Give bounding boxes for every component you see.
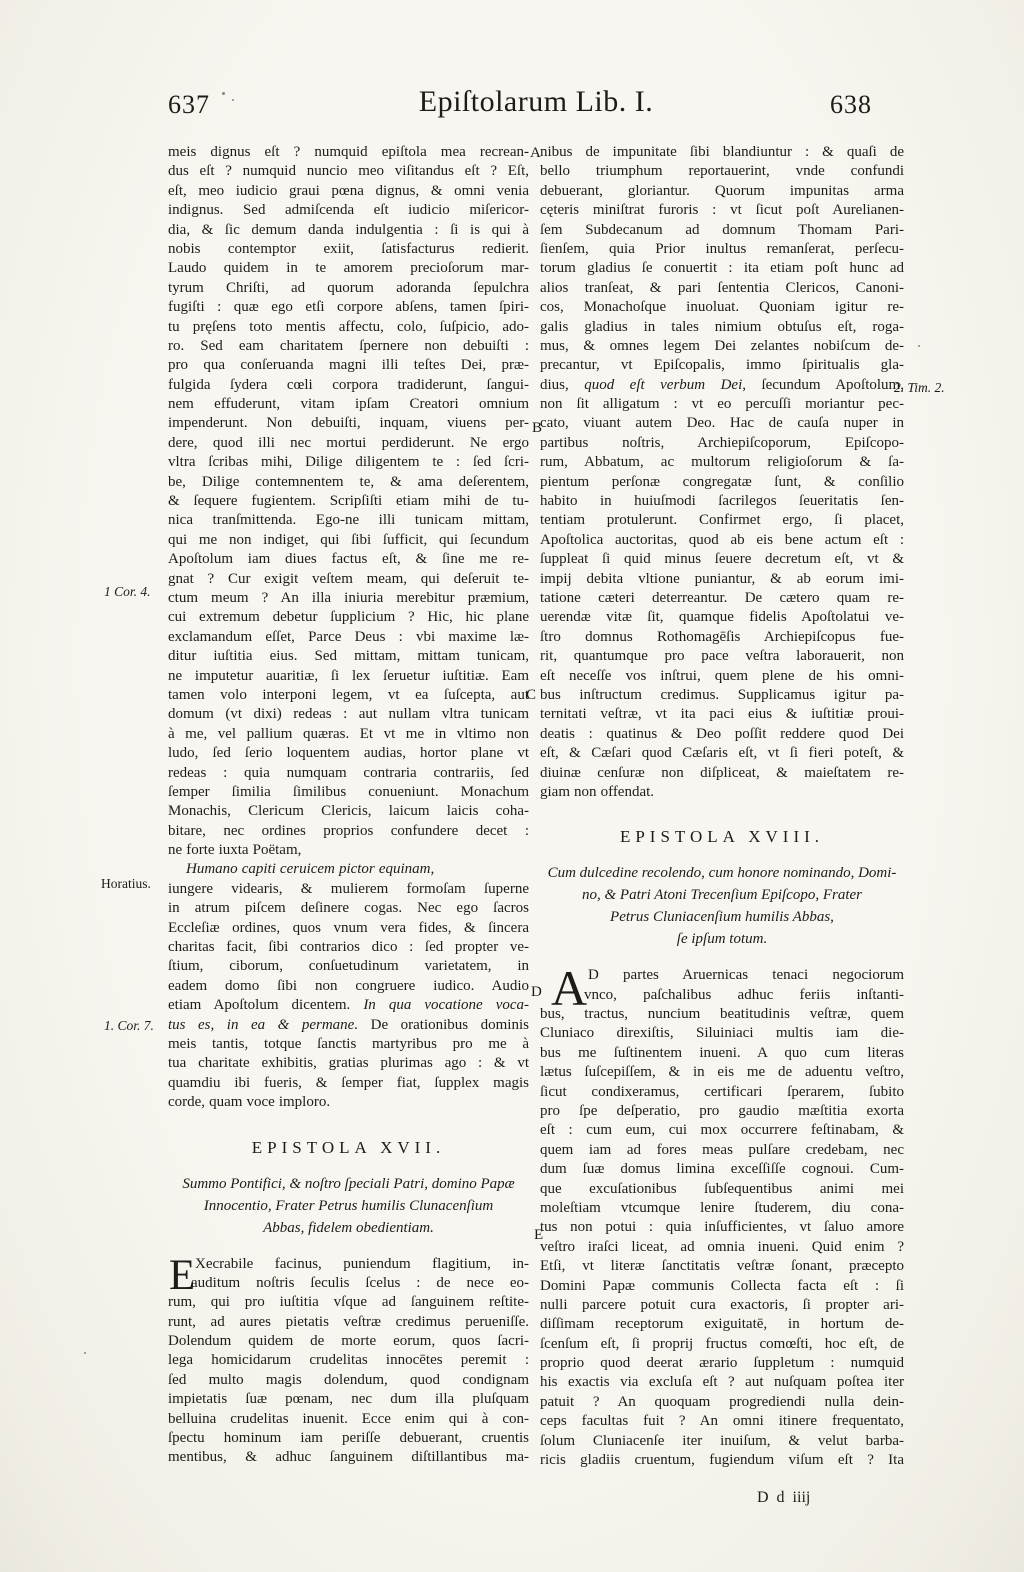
text-segment: eſt, & Cæſari quod Cæſaris eſt, vt ſi fieri poteſt, & xyxy=(540,745,904,762)
text-line xyxy=(540,1354,904,1373)
text-segment: cato, viuant autem Deo. Hac de cauſa nuper in xyxy=(540,415,904,432)
text-segment: qui me non indiget, qui ſibi ſufficit, qui ſecundum xyxy=(168,531,529,548)
text-line xyxy=(168,705,529,724)
text-line xyxy=(540,725,904,744)
text-segment: De orationibus dominis xyxy=(358,1016,529,1033)
text-block xyxy=(540,143,904,802)
text-segment: bitare, nec ordines proprios confundere decet : xyxy=(168,822,529,839)
margin-note: 1. Cor. 7. xyxy=(104,1018,154,1033)
text-segment: habito in huiuſmodi ſacrilegos ſeueritatis ſen- xyxy=(540,493,904,510)
text-line xyxy=(168,1313,529,1332)
epistola-heading: EPISTOLA XVII. xyxy=(251,1137,446,1157)
subtitle-line: Cum dulcedine recolendo, cum honore nominando, Domi- xyxy=(547,865,897,882)
text-segment: Domini Papæ communis Collecta facta eſt : ſi xyxy=(540,1277,904,1294)
text-segment: meis dignus eſt ? numquid epiſtola mea recrean- xyxy=(168,144,529,160)
text-segment: nibus de impunitate ſibi blandiuntur : & quaſi de xyxy=(540,144,904,160)
text-segment: his exactis via excluſa eſt ? aut nuſquam poſtea iter xyxy=(540,1374,904,1391)
text-segment: , ſecundum Apoſtolum, xyxy=(742,376,904,393)
text-line xyxy=(168,860,529,879)
text-line xyxy=(540,395,904,414)
text-segment: impietatis ſuæ pœnam, nec dum illa pluſquam xyxy=(168,1391,529,1408)
text-segment: tyrum Chriſti, ad quorum adoranda ſepulchra xyxy=(168,279,529,296)
text-block xyxy=(168,143,529,1113)
text-line xyxy=(540,1238,904,1257)
text-line xyxy=(540,1451,904,1470)
text-segment: dere, quod illi nec mortui perdiderunt. Ne ergo xyxy=(168,434,529,451)
text-line xyxy=(540,1180,904,1199)
text-segment: veſtro iraſci liceat, ad omnia inueni. Quid enim ? xyxy=(540,1238,904,1255)
text-line xyxy=(168,1035,529,1054)
text-line xyxy=(168,570,529,589)
text-line xyxy=(540,162,904,181)
text-segment: dia, & ſic demum danda indulgentia : ſi is qui à xyxy=(168,221,529,238)
text-line xyxy=(168,434,529,453)
text-line xyxy=(168,453,529,472)
text-segment: vltra ſcribas mihi, Dilige diligentem te : ſed ſcri- xyxy=(168,454,529,471)
text-line xyxy=(540,318,904,337)
text-line xyxy=(540,1296,904,1315)
text-line xyxy=(540,1005,904,1024)
text-line xyxy=(540,356,904,375)
text-line xyxy=(540,1199,904,1218)
text-segment: nica tranſmittenda. Ego-ne illi tunicam mittam, xyxy=(168,512,529,529)
text-segment: giam non offendat. xyxy=(540,783,655,800)
margin-note: Horatius. xyxy=(101,876,151,891)
text-line xyxy=(168,1255,529,1274)
text-line xyxy=(540,667,904,686)
text-segment: ſtium, ciborum, conſuetudinum varietatem, in xyxy=(168,958,529,975)
text-line xyxy=(540,647,904,666)
text-line xyxy=(540,201,904,220)
text-line xyxy=(540,570,904,589)
text-line xyxy=(540,764,904,783)
text-segment: Cluniaco direxiſtis, Siluiniaci multis iam die- xyxy=(540,1025,904,1042)
text-segment: tus non potui : quia inſufficientes, vt ſaluo amore xyxy=(540,1219,904,1236)
text-line xyxy=(540,1432,904,1451)
text-segment: ditur iuſtitia eius. Sed mittam, mittam tunicam, xyxy=(168,648,529,665)
text-line xyxy=(168,1410,529,1429)
text-line xyxy=(540,221,904,240)
section-letter: D xyxy=(531,984,542,1000)
italic-text-segment: quod eſt verbum Dei xyxy=(584,376,743,393)
signature-mark: D d iiij xyxy=(757,1489,811,1506)
text-segment: pro qua conſeruanda magni illi teſtes Dei, præ- xyxy=(168,357,529,374)
text-line xyxy=(540,1218,904,1237)
text-line xyxy=(168,1074,529,1093)
text-segment: cui extremum debetur ſupplicium ? Hic, hic plane xyxy=(168,609,529,626)
italic-text-segment: tus es, in ea & permane. xyxy=(168,1016,359,1033)
text-segment: tua charitate exhibitis, gratias plurimas ago : & vt xyxy=(168,1055,529,1072)
text-line xyxy=(168,608,529,627)
text-line xyxy=(540,1160,904,1179)
text-line xyxy=(540,986,904,1005)
text-line xyxy=(168,957,529,976)
text-line xyxy=(168,1274,529,1293)
text-segment: lætus ſuſcepiſſem, & in eis me de aduentu veſtro, xyxy=(540,1064,904,1081)
text-segment: dius, xyxy=(540,376,585,393)
text-line xyxy=(540,966,904,985)
text-segment: bus inſtructum credimus. Supplicamus igitur pa- xyxy=(540,686,904,703)
text-segment: bus me ſuſtinentem inueni. A quo cum literas xyxy=(540,1044,904,1061)
text-line xyxy=(540,1277,904,1296)
text-line xyxy=(168,279,529,298)
dropcap-paragraph xyxy=(168,1251,529,1468)
text-segment: rum, Abbatum, ac multorum religioſorum & ſa- xyxy=(540,454,904,471)
text-segment: Xecrabile facinus, puniendum flagitium, in- xyxy=(195,1255,529,1272)
text-line xyxy=(540,1315,904,1334)
text-line xyxy=(540,550,904,569)
text-segment: tu pręſens toto mentis affectu, colo, ſuſpicio, ado- xyxy=(168,318,529,335)
text-segment: fulgida ſydera cœli corpora tradiderunt, ſangui- xyxy=(168,376,529,393)
text-segment: auditum noſtris ſeculis ſcelus : de nece eo- xyxy=(191,1274,529,1291)
text-line xyxy=(540,1063,904,1082)
text-segment: vnco, paſchalibus adhuc feriis inſtanti- xyxy=(584,986,904,1003)
section-letter: A xyxy=(530,145,541,161)
text-segment: meis tantis, totque ſanctis martyribus pro me à xyxy=(168,1035,529,1052)
text-line xyxy=(540,628,904,647)
text-line xyxy=(168,318,529,337)
text-segment: Dolendum quidem de morte eorum, quos ſacri- xyxy=(168,1333,529,1350)
text-segment: ſcenſum eſt, ſi proprij fructus comœſti, hoc eſt, de xyxy=(540,1335,904,1352)
text-line xyxy=(540,1412,904,1431)
text-line xyxy=(168,802,529,821)
text-segment: ſtro domnus Rothomagēſis Archiepiſcopus fue- xyxy=(540,628,904,645)
text-segment: que excuſationibus ſubſequentibus animi mei xyxy=(540,1180,904,1197)
right-column xyxy=(540,143,904,1470)
text-segment: nulli parcere potuit cura exactoris, ſi propter ari- xyxy=(540,1296,904,1313)
text-line xyxy=(168,919,529,938)
text-line xyxy=(168,744,529,763)
text-segment: diuinæ cenſuræ non diſpliceat, & maieſtatem re- xyxy=(540,764,904,781)
text-line xyxy=(540,589,904,608)
text-line xyxy=(540,1024,904,1043)
text-segment: corde, quam voce imploro. xyxy=(168,1094,331,1111)
section-letter: E xyxy=(534,1227,544,1243)
text-line xyxy=(168,938,529,957)
text-segment: uerendæ vitæ ſit, quamque fidelis Apoſtolatui ve- xyxy=(540,609,904,626)
page-number-left: 637 xyxy=(168,90,210,119)
text-segment: nobis contemptor exiit, ſatisfacturus redierit. xyxy=(168,240,529,257)
text-segment: quamdiu ibi fueris, & ſemper fiat, ſupplex magis xyxy=(168,1074,529,1091)
text-line xyxy=(168,996,529,1015)
text-segment: ludo, ſed ſerio loquentem audias, hortor plane vt xyxy=(168,745,529,762)
text-line xyxy=(540,376,904,395)
text-line xyxy=(540,182,904,201)
epistola-subtitle xyxy=(540,862,904,950)
text-segment: diſſimam receptorum exiguitatē, in hortum de- xyxy=(540,1316,904,1333)
text-segment: pientum perſonæ congregatæ ſunt, & conſilio xyxy=(540,473,904,490)
text-segment: tamen volo interponi legem, vt ea ſuſcepta, aut xyxy=(168,686,529,703)
text-segment: Eccleſiæ ordines, quos vnum vera fides, & ſincera xyxy=(168,919,529,936)
text-line xyxy=(168,1332,529,1351)
text-segment: ne forte iuxta Poëtam, xyxy=(168,842,302,859)
text-line xyxy=(168,511,529,530)
text-line xyxy=(168,589,529,608)
text-line xyxy=(540,1141,904,1160)
epistola-heading: EPISTOLA XVIII. xyxy=(619,827,825,847)
text-segment: mus, & omnes legem Dei zelantes nobiſcum de- xyxy=(540,337,904,354)
text-line xyxy=(540,744,904,763)
text-line xyxy=(168,143,529,162)
text-segment: quem iam ad fores meas pulſare credebam, nec xyxy=(540,1141,904,1158)
section-letter: B xyxy=(532,420,543,436)
text-segment: iungere videaris, & mulierem formoſam ſuperne xyxy=(168,880,529,897)
text-segment: Apoſtolum iam diues factus eſt, & ſine me re- xyxy=(168,551,529,568)
text-line xyxy=(540,608,904,627)
text-segment: moleſtiam vtcumque lenire ſtuderem, diu cona- xyxy=(540,1199,904,1216)
text-line xyxy=(540,1102,904,1121)
text-line xyxy=(168,647,529,666)
text-segment: torum gladius ſe conuertit : ita etiam poſt hunc ad xyxy=(540,260,904,277)
text-line xyxy=(168,783,529,802)
text-segment: ſem Subdecanum ad domnum Thomam Pari- xyxy=(540,221,904,238)
text-segment: ſicut condixeramus, certificari ſperarem, ſubito xyxy=(540,1083,904,1100)
text-line xyxy=(540,1044,904,1063)
text-segment: Laudo quidem in te amorem precioſorum mar- xyxy=(168,260,529,277)
text-line xyxy=(168,880,529,899)
text-line xyxy=(168,1429,529,1448)
ink-speck xyxy=(222,92,225,95)
text-line xyxy=(540,492,904,511)
text-line xyxy=(168,550,529,569)
text-line xyxy=(540,143,904,162)
text-line xyxy=(540,705,904,724)
text-segment: eſt : cum eum, cui mox occurrere feſtinabam, & xyxy=(540,1122,904,1139)
text-segment: impij debita vltione puniantur, & ab eorum imi- xyxy=(540,570,904,587)
text-segment: ſpectu hominum iam periſſe debuerant, cruentis xyxy=(168,1430,529,1447)
text-line xyxy=(540,531,904,550)
subtitle-line: ſe ipſum totum. xyxy=(676,931,768,948)
text-segment: pro ſpe deſperatio, pro gaudio mæſtitia exorta xyxy=(540,1103,904,1120)
subtitle-line: Summo Pontifici, & noſtro ſpeciali Patri, domino Papæ xyxy=(182,1175,515,1192)
text-line xyxy=(168,201,529,220)
margin-note: 1 Cor. 4. xyxy=(104,584,151,599)
subtitle-line: Petrus Cluniacenſium humilis Abbas, xyxy=(610,909,834,926)
section-letter: C xyxy=(526,687,537,703)
text-segment: partibus noſtris, Archiepiſcoporum, Epiſcopo- xyxy=(540,434,904,451)
text-line xyxy=(540,279,904,298)
text-segment: ricis gladiis cruentum, fugiendum viſum eſt ? Ita xyxy=(540,1452,904,1469)
text-line xyxy=(168,259,529,278)
text-line xyxy=(540,1335,904,1354)
text-line xyxy=(168,1293,529,1312)
text-line xyxy=(540,1121,904,1140)
text-segment: cęteris miniſtrat furoris : vt ſicut poſt Aurelianen- xyxy=(540,202,904,219)
text-line xyxy=(168,1448,529,1467)
text-segment: deatis : quatinus & Deo poſſit reddere quod Dei xyxy=(540,725,904,742)
text-segment: & ſequere fugientem. Scripſiſti etiam mihi de tu- xyxy=(168,493,529,510)
text-segment: etiam Apoſtolum dicentem. xyxy=(168,997,364,1014)
text-segment: ſemper ſimilia ſimilibus conueniunt. Monachum xyxy=(168,783,529,800)
text-segment: patuit ? An quoquam progrediendi nulla dein- xyxy=(540,1393,904,1410)
text-segment: belluina crudelitas inuenit. Ecce enim qui à con- xyxy=(168,1410,529,1427)
text-line xyxy=(168,841,529,860)
text-line xyxy=(168,899,529,918)
text-segment: lega homicidarum crudelitas innocētes peremit : xyxy=(168,1352,529,1369)
text-segment: ſed multo magis dolendum, quod condignam xyxy=(168,1371,529,1388)
text-line xyxy=(168,1371,529,1390)
text-line xyxy=(168,221,529,240)
italic-text-segment: In qua vocatione voca- xyxy=(363,997,529,1014)
ink-speck xyxy=(232,99,234,101)
page-number-right: 638 xyxy=(830,90,872,119)
text-line xyxy=(540,473,904,492)
text-line xyxy=(168,531,529,550)
italic-text-segment: Humano capiti ceruicem pictor equinam, xyxy=(186,861,435,878)
text-line xyxy=(168,1093,529,1112)
text-segment: Monachis, Clericum Clericis, laicum laicis coha- xyxy=(168,803,529,820)
text-line xyxy=(540,686,904,705)
text-line xyxy=(540,511,904,530)
text-segment: dum ſuæ domus limina exceſſiſſe cognoui. Cum- xyxy=(540,1161,904,1178)
drop-cap-initial: A xyxy=(551,960,588,1017)
text-segment: rit, quantumque pro pace veſtra laborauerit, non xyxy=(540,648,904,665)
margin-note: 2. Tim. 2. xyxy=(894,380,945,395)
text-segment: ctum meum ? An illa iniuria merebitur præmium, xyxy=(168,589,529,606)
text-segment: eadem domo ſibi non congruere iudico. Audio xyxy=(168,977,529,994)
text-segment: redeas : quia numquam contraria contrariis, ſed xyxy=(168,764,529,781)
text-segment: ſienſem, quia Prior inultus remanſerat, perſecu- xyxy=(540,240,904,257)
text-segment: indignus. Sed admiſcenda eſt iudicio miſericor- xyxy=(168,202,529,219)
text-segment: Etſi, vt literæ ſanctitatis veſtræ ſonant, præcepto xyxy=(540,1258,904,1275)
epistola-subtitle xyxy=(168,1173,529,1239)
text-segment: tatione cæteri deterreantur. De cætero quam re- xyxy=(540,589,904,606)
subtitle-line: Innocentio, Frater Petrus humilis Clunacenſium xyxy=(203,1197,494,1214)
text-line xyxy=(168,337,529,356)
text-segment: be, Dilige contemnentem te, & ama deſerentem, xyxy=(168,473,529,490)
text-segment: precantur, vt Epiſcopalis, immo ſpiritualis gla- xyxy=(540,357,904,374)
ink-speck xyxy=(84,1352,86,1354)
text-line xyxy=(168,414,529,433)
subtitle-line: Abbas, fidelem obedientiam. xyxy=(263,1219,434,1236)
text-segment: in atrum piſcem deſinere cogas. Nec ego ſacros xyxy=(168,900,529,917)
text-line xyxy=(168,1054,529,1073)
text-line xyxy=(168,162,529,181)
text-segment: galis gladius in tales nimium obtuſus eſt, roga- xyxy=(540,318,904,335)
text-line xyxy=(540,434,904,453)
text-segment: cos, Monachoſque inuoluat. Quoniam igitur re- xyxy=(540,299,904,316)
text-line xyxy=(540,298,904,317)
text-line xyxy=(540,414,904,433)
text-line xyxy=(540,783,904,802)
text-segment: dus eſt ? numquid nuncio meo viſitandus eſt ? Eſt, xyxy=(168,163,529,180)
text-line xyxy=(168,182,529,201)
ink-speck xyxy=(918,345,920,347)
text-segment: non ſit alligatum : vt eo percuſſi moriantur pec- xyxy=(540,396,904,413)
text-line xyxy=(540,240,904,259)
text-segment: ternitati veſtræ, vt ita paci eius & iuſtitiæ proui- xyxy=(540,706,904,723)
text-line xyxy=(168,492,529,511)
text-segment: D partes Aruernicas tenaci negociorum xyxy=(588,967,904,984)
text-line xyxy=(168,686,529,705)
text-line xyxy=(168,356,529,375)
text-segment: alios tranſeat, & pari ſententia Clericos, Canoni- xyxy=(540,279,904,296)
text-segment: ſuppleat ſi quid minus ſeuere decretum eſt, vt & xyxy=(540,551,904,568)
left-column xyxy=(168,143,529,1468)
text-segment: eſt, meo iudicio graui pœna dignus, & omni venia xyxy=(168,182,529,199)
text-line xyxy=(540,1393,904,1412)
running-title: Epiſtolarum Lib. I. xyxy=(418,85,654,118)
text-line xyxy=(168,764,529,783)
text-line xyxy=(540,1083,904,1102)
dropcap-paragraph xyxy=(540,960,904,1470)
text-line xyxy=(168,298,529,317)
text-line xyxy=(168,1016,529,1035)
text-line xyxy=(168,1351,529,1370)
subtitle-line: no, & Patri Atoni Trecenſium Epiſcopo, Frater xyxy=(582,887,862,904)
drop-cap-initial: E xyxy=(169,1251,196,1299)
text-segment: Apoſtolica auctoritas, quod ab eis bene actum eſt : xyxy=(540,531,904,548)
text-line xyxy=(540,337,904,356)
text-segment: ſolum Cluniacenſe iter inuiſum, & velut barba- xyxy=(540,1432,904,1449)
text-line xyxy=(168,822,529,841)
text-segment: rum, qui pro iuſtitia vſque ad ſanguinem reſtite- xyxy=(168,1294,529,1311)
text-segment: debuerant, gloriantur. Quorum impunitas arma xyxy=(540,182,904,199)
text-line xyxy=(168,725,529,744)
text-line xyxy=(540,453,904,472)
text-line xyxy=(168,977,529,996)
text-line xyxy=(540,259,904,278)
text-line xyxy=(168,473,529,492)
text-segment: ceps facultas fuit ? An omni itinere frequentato, xyxy=(540,1413,904,1430)
text-segment: fugiſti : quæ ego etſi corpore abſens, tamen ſpiri- xyxy=(168,299,529,316)
text-segment: bello triumphum reportauerint, vnde confundi xyxy=(540,163,904,180)
text-segment: runt, ad aures pietatis veſtræ credimus perueniſſe. xyxy=(168,1313,529,1330)
text-segment: à me, vel pallium quæras. Et vt me in vltimo non xyxy=(168,725,529,742)
text-segment: impenderunt. Non debuiſti, inquam, viuens per- xyxy=(168,415,529,432)
text-line xyxy=(540,1257,904,1276)
text-segment: mentibus, & adhuc ſanguinem diſtillantibus ma- xyxy=(168,1449,529,1466)
text-line xyxy=(168,240,529,259)
text-segment: tentiam protulerunt. Confirmet ergo, ſi placet, xyxy=(540,512,904,529)
text-line xyxy=(168,376,529,395)
text-segment: proprio quod deerat ærario ſuppletum : numquid xyxy=(540,1355,904,1372)
text-segment: ro. Sed eam charitatem ſpernere non debuiſti : xyxy=(168,337,529,354)
text-segment: bus, tractus, nuncium beatitudinis veſtræ, quem xyxy=(540,1006,904,1023)
text-line xyxy=(168,395,529,414)
text-segment: nem effuderunt, vitam ipſam Creatori omnium xyxy=(168,396,529,413)
text-segment: eſt neceſſe vos inſtrui, quem plene de his omni- xyxy=(540,667,904,684)
text-segment: charitas facit, ſibi contrarios dico : ſed propter ve- xyxy=(168,939,529,956)
text-segment: exclamandum eſſet, Parce Deus : vbi maxime læ- xyxy=(168,628,529,645)
text-line xyxy=(540,1373,904,1392)
text-segment: domum (vt dixi) redeas : aut nullam vltra tunicam xyxy=(168,706,529,723)
text-segment: ne imputetur auaritiæ, ſi lex ſeruetur iuſtitiæ. Eam xyxy=(168,667,529,684)
text-line xyxy=(168,628,529,647)
text-line xyxy=(168,667,529,686)
text-segment: gnat ? Cur exigit veſtem meam, qui deſeruit te- xyxy=(168,570,529,587)
text-line xyxy=(168,1390,529,1409)
